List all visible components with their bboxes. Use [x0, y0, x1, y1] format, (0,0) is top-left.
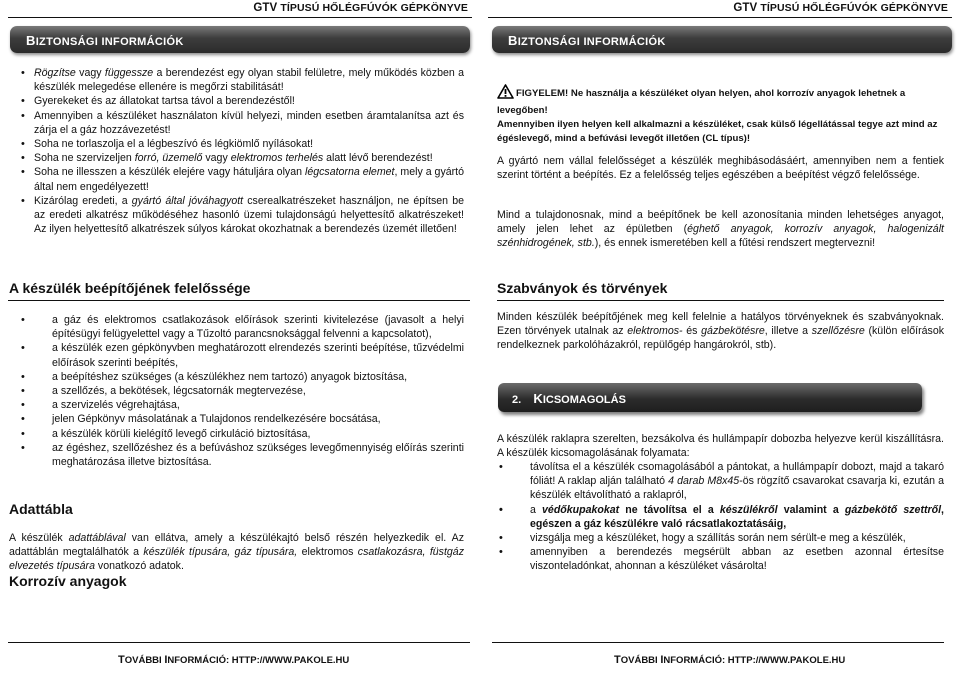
footer-rule	[492, 642, 944, 643]
paragraph: Minden készülék beépítőjének meg kell felelnie a hatályos törvényeknek és szabványoknak. Ezen törvények utalnak az elektromos- és gázbekötésre, illetve a szellőzésre (külön előírások rendelkeznek parkolóházakról, repülőgép hangárokról, stb).	[497, 311, 945, 352]
adattabla-paragraph: A készülék adattáblával van ellátva, amely a készülékajtó belső részén helyezkedik el. Az adattáblán megtalálhatók a készülék típusára, gáz típusára, elektromos csatlakozásra, füstgáz elvezetés típusára vonatkozó adatok.	[9, 532, 464, 573]
paragraph: Mind a tulajdonosnak, mind a beépítőnek be kell azonosítania minden lehetséges anyagot, amely jelen lehet az épületben (éghető anyagok, korrozív anyagok, halogenizált szénhidrogének, stb.), és ennek ismeretében kell a fűtési rendszert megtervezni!	[497, 209, 944, 250]
section-title-bar: BIZTONSÁGI INFORMÁCIÓK	[492, 26, 952, 53]
installer-list	[14, 313, 464, 469]
list-item: • Soha ne szervizeljen forró, üzemelő vagy elektromos terhelés alatt lévő berendezést!	[14, 151, 464, 165]
list-item: • távolítsa el a készülék csomagolásából a pántokat, a hullámpapír dobozt, majd a takaró fóliát! A raklap alján található 4 darab M8x45-ös rögzítő csavarokat csavarja ki, ezután a készülék eltávolítható a raklapról,	[492, 460, 944, 503]
korrozio-heading: Korrozív anyagok	[9, 573, 127, 589]
standards-heading: Szabványok és törvények	[497, 280, 668, 296]
list-item: • a készülék körüli kielégítő levegő cirkuláció biztosítása,	[14, 427, 464, 441]
warning-triangle-icon	[497, 84, 514, 104]
list-item: • amennyiben a berendezés megsérült abban az esetben azonnal értesítse viszonteladónkat, ahonnan a készüléket vásárolta!	[492, 545, 944, 573]
list-item: • a védőkupakokat ne távolítsa el a készülékről valamint a gázbekötő szettről, egészen a gáz készülékre való rácsatlakoztatásáig,	[492, 503, 944, 531]
running-head: GTV TÍPUSÚ HŐLÉGFÚVÓK GÉPKÖNYVE	[733, 2, 948, 14]
list-item: • a készülék ezen gépkönyvben meghatározott elrendezés szerinti beépítése, tűzvédelmi előírások szerinti beépítés,	[14, 341, 464, 369]
safety-list	[14, 66, 464, 236]
list-item: • a beépítéshez szükséges (a készülékhez nem tartozó) anyagok biztosítása,	[14, 370, 464, 384]
footer-link[interactable]: TOVÁBBI INFORMÁCIÓ: HTTP://WWW.PAKOLE.HU	[118, 654, 350, 666]
list-item: • az égéshez, szellőzéshez és a befúváshoz szükséges levegőmennyiség előírás szerinti meghatározása illetve biztosítása.	[14, 441, 464, 469]
installer-heading: A készülék beépítőjének felelőssége	[9, 280, 251, 296]
adattabla-heading: Adattábla	[9, 501, 73, 517]
paragraph: A gyártó nem vállal felelősséget a készülék meghibásodásáért, amennyiben nem a fentiek szerint történt a beépítés. Ez a felelősség teljes egészében a beépítést végző felelőssége.	[497, 155, 944, 182]
footer-link[interactable]: TOVÁBBI INFORMÁCIÓ: HTTP://WWW.PAKOLE.HU	[614, 654, 846, 666]
section-title-bar: BIZTONSÁGI INFORMÁCIÓK	[10, 26, 470, 53]
list-item: • Gyerekeket és az állatokat tartsa távol a berendezéstől!	[14, 94, 464, 108]
list-item: • Amennyiben a készüléket használaton kívül helyezi, minden esetben áramtalanítsa azt és zárja el a gáz hozzávezetést!	[14, 109, 464, 137]
footer-rule	[8, 642, 470, 643]
right-page	[480, 0, 960, 674]
list-item: • Kizárólag eredeti, a gyártó által jóváhagyott cserealkatrészeket használjon, ne építsen be az eredeti alkatrész működéséhez hasonló üzemi tulajdonságú helyettesítő alkatrészeket! Az ilyen helyettesítő alkatrészek súlyos károkat okozhatnak a berendezés üzemét illetően!	[14, 194, 464, 237]
header-rule	[8, 17, 472, 18]
heading-rule	[8, 300, 470, 301]
unpacking-section-bar: 2. KICSOMAGOLÁS	[498, 383, 922, 412]
heading-rule	[497, 300, 944, 301]
list-item: • vizsgálja meg a készüléket, hogy a szállítás során nem sérült-e meg a készülék,	[492, 531, 944, 545]
running-head: GTV TÍPUSÚ HŐLÉGFÚVÓK GÉPKÖNYVE	[253, 2, 468, 14]
paragraph: A készülék raklapra szerelten, bezsákolva és hullámpapír dobozba helyezve kerül kiszállításra. A készülék kicsomagolásának folyamata:	[497, 433, 944, 460]
warning-text-2: Amennyiben ilyen helyen kell alkalmazni a készüléket, csak külső légellátással tegye azt mind az égéslevegő, mind a befúvási levegőt illetően (CL típus)!	[497, 119, 938, 144]
list-item: • Soha ne torlaszolja el a légbeszívó és légkiömlő nyílásokat!	[14, 137, 464, 151]
warning-text-1: FIGYELEM! Ne használja a készüléket olyan helyen, ahol korrozív anyagok lehetnek a levegőben!	[497, 88, 906, 116]
list-item: • a szervizelés végrehajtása,	[14, 398, 464, 412]
list-item: • Soha ne illesszen a készülék elejére vagy hátuljára olyan légcsatorna elemet, mely a gyártó által nem engedélyezett!	[14, 165, 464, 193]
list-item: • jelen Gépkönyv másolatának a Tulajdonos rendelkezésére bocsátása,	[14, 412, 464, 426]
unpack-list	[492, 460, 944, 574]
list-item: • Rögzítse vagy függessze a berendezést egy olyan stabil felületre, mely működés közben a készülék melegedése ellenére is megőrzi stabilitását!	[14, 66, 464, 94]
list-item: • a gáz és elektromos csatlakozások előírások szerinti kivitelezése (javasolt a helyi építésügyi felügyelettel vagy a Tűzoltó parancsnoksággal felvenni a kapcsolatot),	[14, 313, 464, 341]
warning-box	[497, 84, 944, 146]
list-item: • a szellőzés, a bekötések, légcsatornák megtervezése,	[14, 384, 464, 398]
header-rule	[488, 17, 952, 18]
